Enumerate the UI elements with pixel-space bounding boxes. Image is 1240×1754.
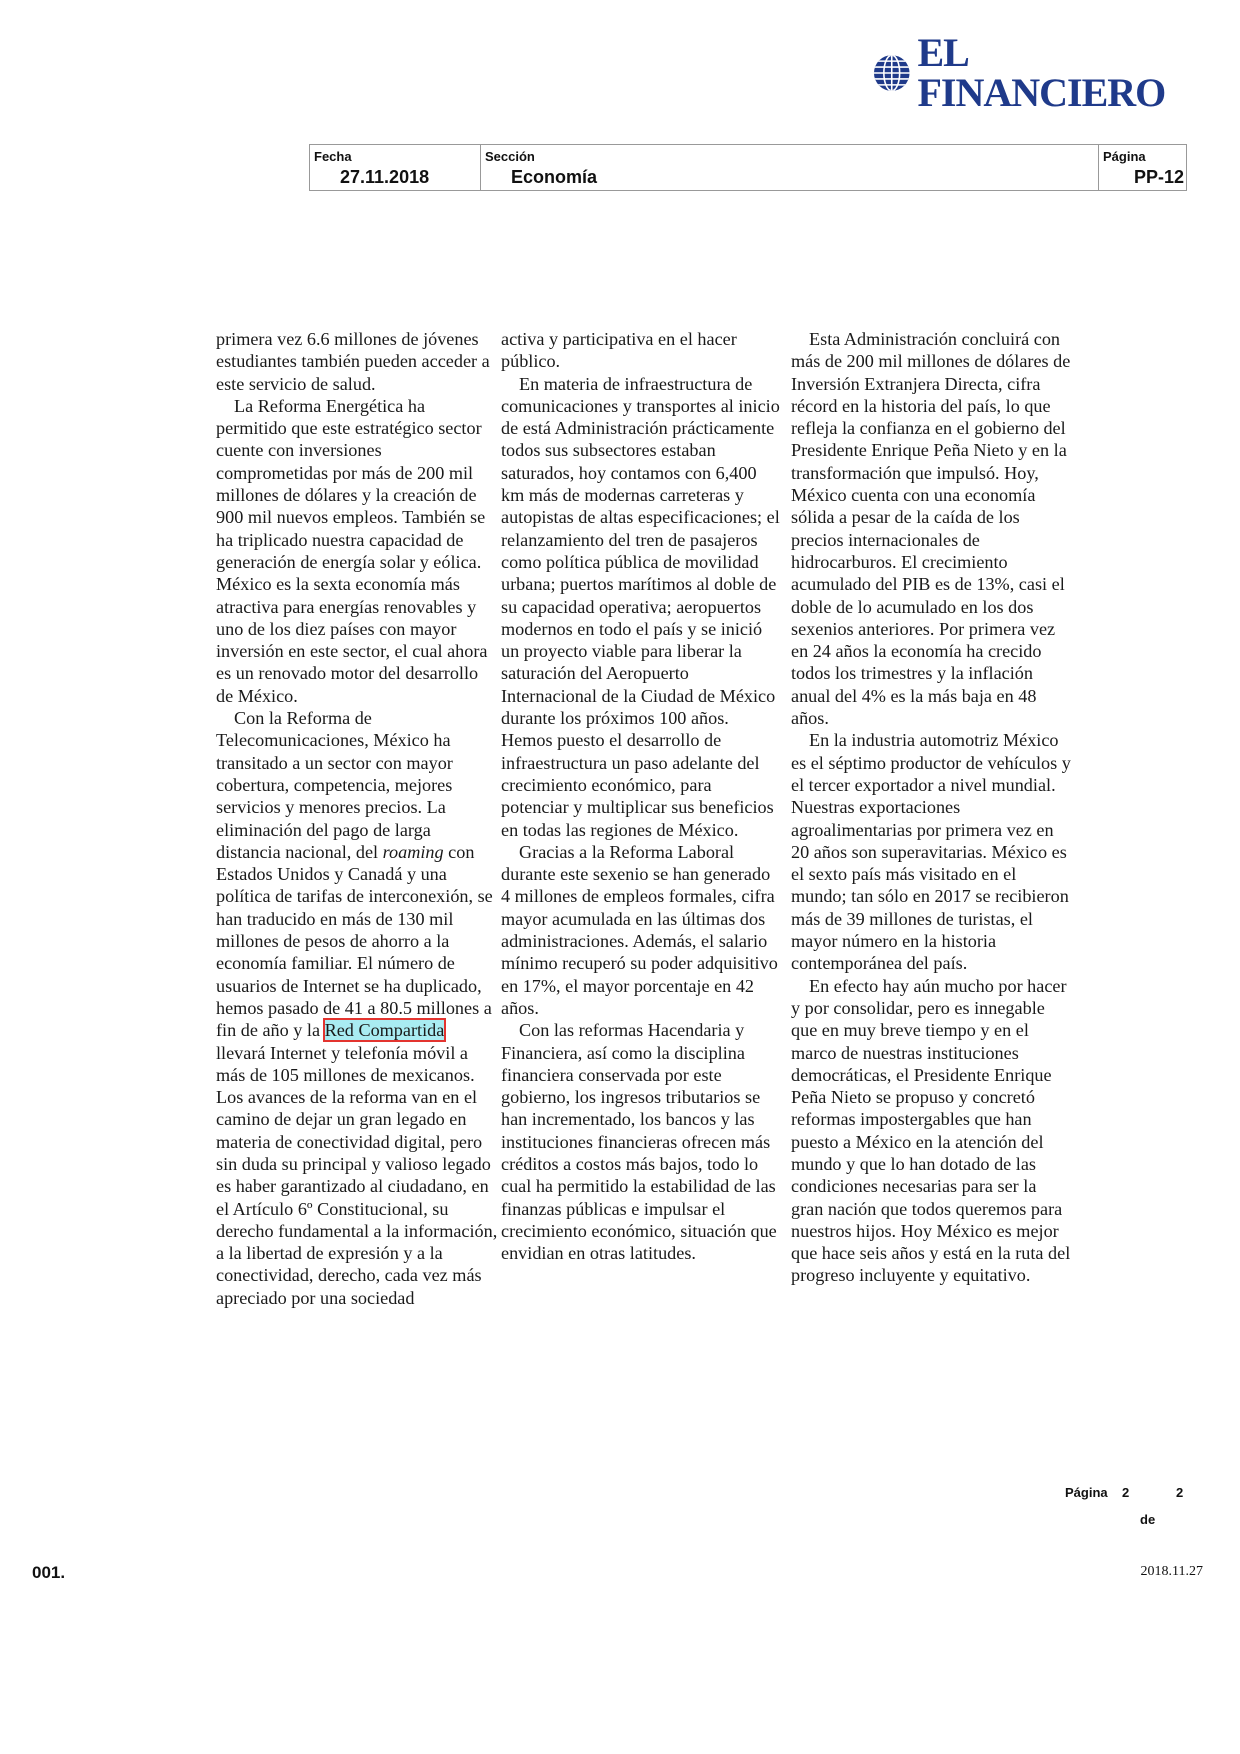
text-run: llevará Internet y telefonía móvil a más de 105 millones de mexicanos. Los avances de la reforma van en el camino de dejar un gran legado en materia de conectividad digital, pero sin duda su principal y valioso legado es haber garantizado al ciudadano, en el Artículo 6º Constitucional, su derecho fundamental a la información, a la libertad de expresión y a la conectividad, derecho, cada vez más apreciado por una sociedad bbox=[216, 1042, 498, 1308]
page-total: 2 bbox=[1176, 1485, 1184, 1500]
meta-pagina bbox=[1099, 145, 1186, 190]
pagina-value: PP-12 bbox=[1133, 167, 1184, 187]
italic-term: roaming bbox=[382, 841, 444, 862]
paragraph: Gracias a la Reforma Laboral durante este sexenio se han generado 4 millones de empleos formales, cifra mayor acumulada en las últimas dos administraciones. Además, el salario mínimo recuperó su poder adquisitivo en 17%, el mayor porcentaje en 42 años. bbox=[501, 841, 778, 1018]
article-meta-box bbox=[309, 144, 1187, 191]
paragraph bbox=[216, 707, 498, 1309]
meta-seccion bbox=[481, 145, 1099, 190]
paragraph: En la industria automotriz México es el séptimo productor de vehículos y el tercer exportador a nivel mundial. Nuestras exportaciones agroalimentarias por primera vez en 20 años son superavitarias. México es el sexto país más visitado en el mundo; tan sólo en 2017 se recibieron más de 39 millones de turistas, el mayor número en la historia contemporánea del país. bbox=[791, 730, 1071, 974]
fecha-value: 27.11.2018 bbox=[340, 167, 430, 187]
fecha-label: Fecha bbox=[314, 149, 352, 164]
article-column-1 bbox=[216, 328, 498, 1309]
article-column-3 bbox=[791, 328, 1073, 1287]
pagina-label: Página bbox=[1103, 149, 1146, 164]
page-label: Página bbox=[1065, 1485, 1108, 1500]
page-number: 2 bbox=[1122, 1485, 1130, 1500]
seccion-label: Sección bbox=[485, 149, 535, 164]
page-counter bbox=[1065, 1485, 1185, 1505]
paragraph: Esta Administración concluirá con más de 200 mil millones de dólares de Inversión Extranjera Directa, cifra récord en la historia del país, lo que refleja la confianza en el gobierno del Presidente Enrique Peña Nieto y en la transformación que impulsó. Hoy, México cuenta con una economía sólida a pesar de la caída de los precios internacionales de hidrocarburos. El crecimiento acumulado del PIB es de 13%, casi el doble de lo acumulado en los dos sexenios anteriores. Por primera vez en 24 años la economía ha crecido todos los trimestres y la inflación anual del 4% es la más baja en 48 años. bbox=[791, 329, 1071, 729]
globe-icon bbox=[870, 53, 914, 93]
paragraph: activa y participativa en el hacer público. bbox=[501, 329, 737, 372]
highlighted-term: Red Compartida bbox=[324, 1020, 445, 1041]
seccion-value: Economía bbox=[511, 167, 598, 187]
document-number: 001. bbox=[32, 1563, 66, 1582]
page-de-label: de bbox=[1140, 1512, 1156, 1527]
text-run: Con la Reforma de Telecomunicaciones, México ha transitado a un sector con mayor cobertura, competencia, mejores servicios y menores precios. La eliminación del pago de larga distancia nacional, del bbox=[216, 708, 453, 862]
text-run: con Estados Unidos y Canadá y una política de tarifas de interconexión, se han traducido en más de 130 mil millones de pesos de ahorro a la economía familiar. El número de usuarios de Internet se ha duplicado, hemos pasado de 41 a 80.5 millones a fin de año y la bbox=[216, 841, 493, 1041]
paragraph: En materia de infraestructura de comunicaciones y transportes al inicio de está Administración prácticamente todos sus subsectores estaban saturados, hoy contamos con 6,400 km más de modernas carreteras y autopistas de altas especificaciones; el relanzamiento del tren de pasajeros como política pública de movilidad urbana; puertos marítimos al doble de su capacidad operativa; aeropuertos modernos en todo el país y se inició un proyecto viable para liberar la saturación del Aeropuerto Internacional de la Ciudad de México durante los próximos 100 años. Hemos puesto el desarrollo de infraestructura un paso adelante del crecimiento económico, para potenciar y multiplicar sus beneficios en todas las regiones de México. bbox=[501, 373, 780, 840]
masthead-logo bbox=[870, 30, 1220, 115]
article-column-2 bbox=[501, 328, 783, 1264]
document-date: 2018.11.27 bbox=[1140, 1564, 1203, 1579]
paragraph: En efecto hay aún mucho por hacer y por consolidar, pero es innegable que en muy breve tiempo y en el marco de nuestras instituciones democráticas, el Presidente Enrique Peña Nieto se propuso y concretó reformas impostergables que han puesto a México en la atención del mundo y que lo han dotado de las condiciones necesarias para ser la gran nación que todos queremos para nuestros hijos. Hoy México es mejor que hace seis años y está en la ruta del progreso incluyente y equitativo. bbox=[791, 975, 1071, 1286]
paragraph: Con las reformas Hacendaria y Financiera, así como la disciplina financiera conservada por este gobierno, los ingresos tributarios se han incrementado, los bancos y las instituciones financieras ofrecen más créditos a costos más bajos, todo lo cual ha permitido la estabilidad de las finanzas públicas e impulsar el crecimiento económico, situación que envidian en otras latitudes. bbox=[501, 1020, 777, 1264]
masthead-title: EL FINANCIERO bbox=[917, 30, 1166, 115]
paragraph: primera vez 6.6 millones de jóvenes estudiantes también pueden acceder a este servicio de salud. bbox=[216, 329, 490, 394]
meta-fecha bbox=[310, 145, 481, 190]
paragraph: La Reforma Energética ha permitido que este estratégico sector cuente con inversiones comprometidas por más de 200 mil millones de dólares y la creación de 900 mil nuevos empleos. También se ha triplicado nuestra capacidad de generación de energía solar y eólica. México es la sexta economía más atractiva para energías renovables y uno de los diez países con mayor inversión en este sector, el cual ahora es un renovado motor del desarrollo de México. bbox=[216, 395, 488, 706]
